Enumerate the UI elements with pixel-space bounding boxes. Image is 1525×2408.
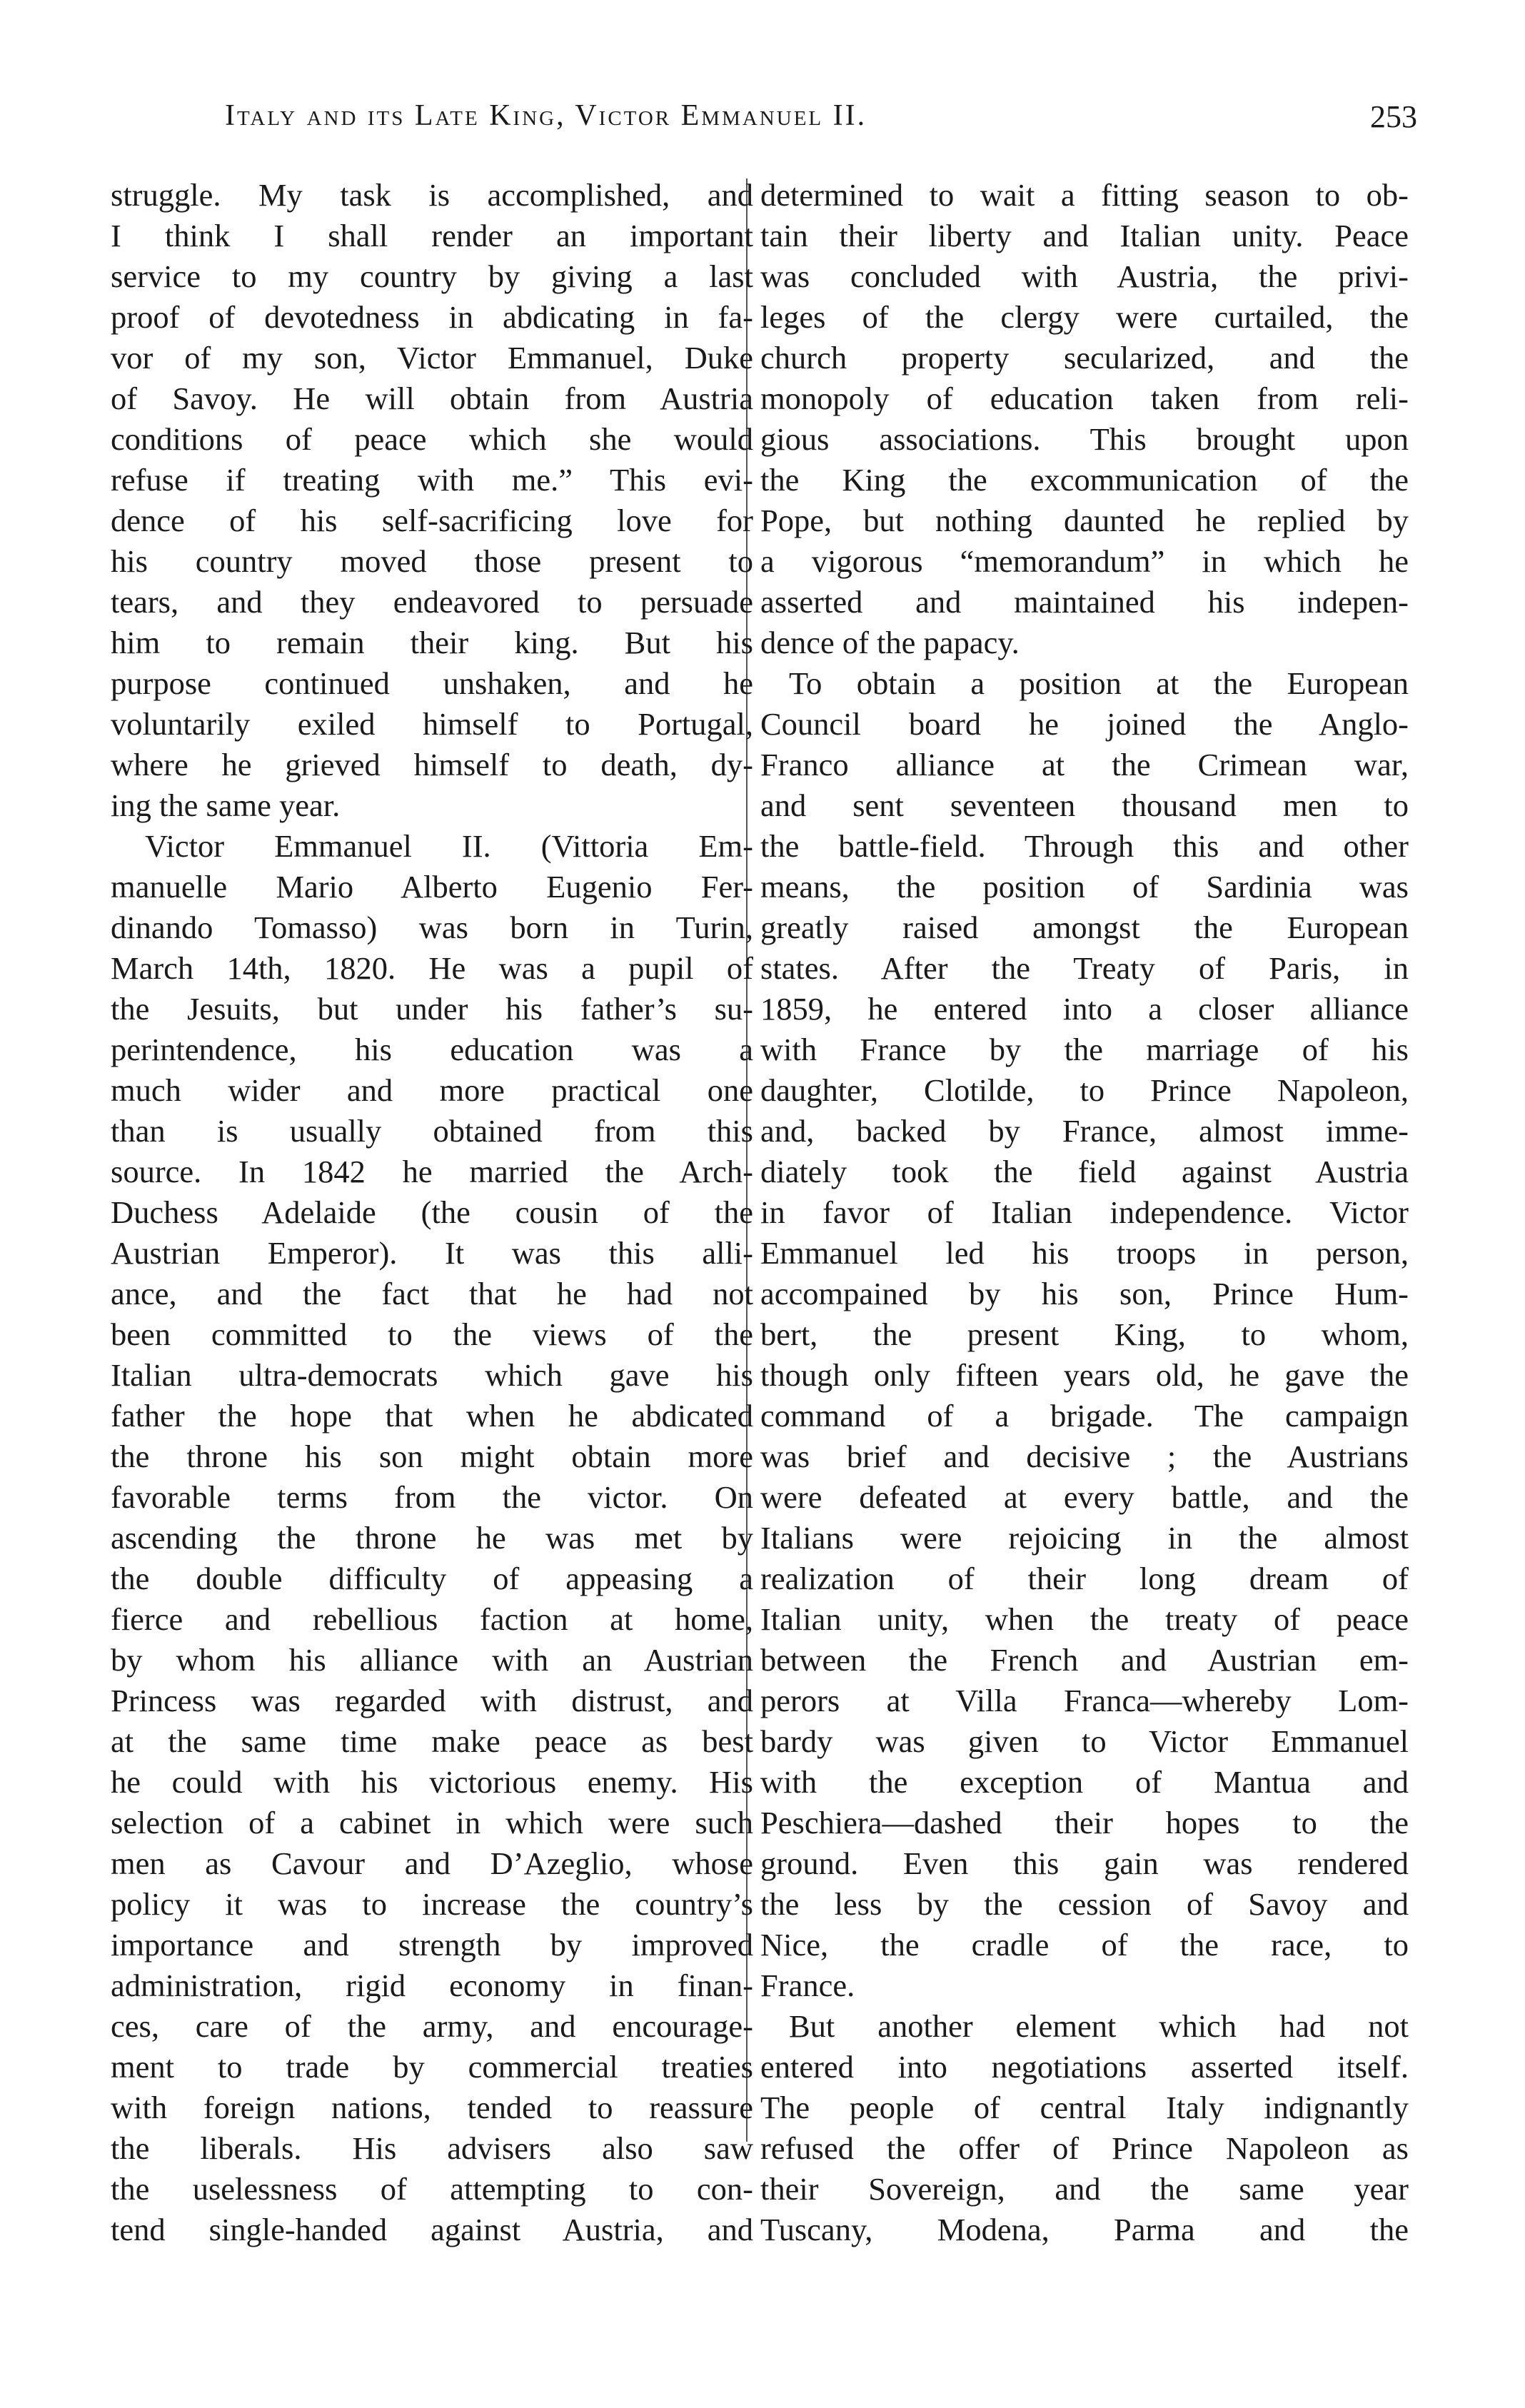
text-line: 1859, he entered into a closer alliance xyxy=(760,991,1409,1027)
text-line: father the hope that when he abdicated xyxy=(111,1398,753,1434)
text-line: his country moved those present to xyxy=(111,543,753,579)
text-line: than is usually obtained from this xyxy=(111,1113,753,1149)
text-line: France. xyxy=(760,1968,855,2003)
text-line: To obtain a position at the European xyxy=(789,665,1409,701)
text-line: diately took the field against Austria xyxy=(760,1154,1409,1189)
text-line: greatly raised amongst the European xyxy=(760,910,1409,945)
text-line: manuelle Mario Alberto Eugenio Fer- xyxy=(111,869,753,905)
text-line: refuse if treating with me.” This evi- xyxy=(111,462,753,498)
text-line: purpose continued unshaken, and he xyxy=(111,665,753,701)
text-line: with the exception of Mantua and xyxy=(760,1764,1409,1800)
text-line: with France by the marriage of his xyxy=(760,1032,1409,1067)
text-line: the less by the cession of Savoy and xyxy=(760,1886,1409,1922)
text-line: ance, and the fact that he had not xyxy=(111,1276,753,1311)
text-line: by whom his alliance with an Austrian xyxy=(111,1642,753,1678)
text-line: policy it was to increase the country’s xyxy=(111,1886,753,1922)
text-line: Tuscany, Modena, Parma and the xyxy=(760,2212,1409,2247)
text-line: the uselessness of attempting to con- xyxy=(111,2171,753,2207)
text-line: bardy was given to Victor Emmanuel xyxy=(760,1723,1409,1759)
page-header xyxy=(111,99,1417,141)
text-line: much wider and more practical one xyxy=(111,1072,753,1108)
text-line: a vigorous “memorandum” in which he xyxy=(760,543,1409,579)
text-line: was concluded with Austria, the privi- xyxy=(760,258,1409,294)
text-line: administration, rigid economy in finan- xyxy=(111,1968,753,2003)
text-line: refused the offer of Prince Napoleon as xyxy=(760,2130,1409,2166)
text-line: the throne his son might obtain more xyxy=(111,1439,753,1474)
text-line: perors at Villa Franca—whereby Lom- xyxy=(760,1683,1409,1718)
running-title: Italy and its Late King, Victor Emmanuel II. xyxy=(225,99,867,132)
text-line: vor of my son, Victor Emmanuel, Duke xyxy=(111,340,753,376)
text-line: gious associations. This brought upon xyxy=(760,421,1409,457)
text-line: accompained by his son, Prince Hum- xyxy=(760,1276,1409,1311)
text-line: command of a brigade. The campaign xyxy=(760,1398,1409,1434)
text-line: source. In 1842 he married the Arch- xyxy=(111,1154,753,1189)
text-line: Duchess Adelaide (the cousin of the xyxy=(111,1194,753,1230)
text-line: him to remain their king. But his xyxy=(111,625,753,660)
text-line: ascending the throne he was met by xyxy=(111,1520,753,1556)
text-line: selection of a cabinet in which were such xyxy=(111,1805,753,1840)
page-number: 253 xyxy=(1370,99,1417,134)
text-line: in favor of Italian independence. Victor xyxy=(760,1194,1409,1230)
text-line: bert, the present King, to whom, xyxy=(760,1316,1409,1352)
text-line: states. After the Treaty of Paris, in xyxy=(760,950,1409,986)
text-line: was brief and decisive ; the Austrians xyxy=(760,1439,1409,1474)
right-column xyxy=(760,175,1409,2250)
text-line: Austrian Emperor). It was this alli- xyxy=(111,1235,753,1271)
text-line: proof of devotedness in abdicating in fa- xyxy=(111,299,753,335)
text-line: Italian ultra-democrats which gave his xyxy=(111,1357,753,1393)
text-line: dence of his self-sacrificing love for xyxy=(111,503,753,538)
text-line: fierce and rebellious faction at home, xyxy=(111,1601,753,1637)
text-line: Italian unity, when the treaty of peace xyxy=(760,1601,1409,1637)
text-line: ment to trade by commercial treaties xyxy=(111,2049,753,2085)
text-line: determined to wait a fitting season to ob- xyxy=(760,177,1409,213)
text-line: Emmanuel led his troops in person, xyxy=(760,1235,1409,1271)
text-line: Victor Emmanuel II. (Vittoria Em- xyxy=(145,828,753,864)
text-line: favorable terms from the victor. On xyxy=(111,1479,753,1515)
text-line: voluntarily exiled himself to Portugal, xyxy=(111,706,753,742)
text-line: Princess was regarded with distrust, and xyxy=(111,1683,753,1718)
text-line: the King the excommunication of the xyxy=(760,462,1409,498)
text-line: realization of their long dream of xyxy=(760,1561,1409,1596)
text-line: the liberals. His advisers also saw xyxy=(111,2130,753,2166)
text-line: the battle-field. Through this and other xyxy=(760,828,1409,864)
text-line: perintendence, his education was a xyxy=(111,1032,753,1067)
text-line: monopoly of education taken from reli- xyxy=(760,381,1409,416)
text-line: importance and strength by improved xyxy=(111,1927,753,1963)
text-line: where he grieved himself to death, dy- xyxy=(111,747,753,782)
text-line: conditions of peace which she would xyxy=(111,421,753,457)
text-line: ces, care of the army, and encourage- xyxy=(111,2008,753,2044)
text-line: ing the same year. xyxy=(111,787,341,823)
text-line: their Sovereign, and the same year xyxy=(760,2171,1409,2207)
text-line: Peschiera—dashed their hopes to the xyxy=(760,1805,1409,1840)
text-line: daughter, Clotilde, to Prince Napoleon, xyxy=(760,1072,1409,1108)
text-line: I think I shall render an important xyxy=(111,218,753,253)
text-line: service to my country by giving a last xyxy=(111,258,753,294)
text-line: Nice, the cradle of the race, to xyxy=(760,1927,1409,1963)
text-line: the double difficulty of appeasing a xyxy=(111,1561,753,1596)
text-line: leges of the clergy were curtailed, the xyxy=(760,299,1409,335)
text-line: men as Cavour and D’Azeglio, whose xyxy=(111,1845,753,1881)
text-line: entered into negotiations asserted itself. xyxy=(760,2049,1409,2085)
text-line: The people of central Italy indignantly xyxy=(760,2090,1409,2125)
text-line: asserted and maintained his indepen- xyxy=(760,584,1409,620)
text-line: tend single-handed against Austria, and xyxy=(111,2212,753,2247)
text-line: ground. Even this gain was rendered xyxy=(760,1845,1409,1881)
text-line: tears, and they endeavored to persuade xyxy=(111,584,753,620)
text-line: dinando Tomasso) was born in Turin, xyxy=(111,910,753,945)
text-line: church property secularized, and the xyxy=(760,340,1409,376)
left-column xyxy=(111,175,753,2250)
text-line: means, the position of Sardinia was xyxy=(760,869,1409,905)
text-line: at the same time make peace as best xyxy=(111,1723,753,1759)
text-line: and, backed by France, almost imme- xyxy=(760,1113,1409,1149)
text-line: But another element which had not xyxy=(789,2008,1409,2044)
text-line: the Jesuits, but under his father’s su- xyxy=(111,991,753,1027)
text-line: of Savoy. He will obtain from Austria xyxy=(111,381,753,416)
text-line: Pope, but nothing daunted he replied by xyxy=(760,503,1409,538)
text-line: he could with his victorious enemy. His xyxy=(111,1764,753,1800)
text-line: March 14th, 1820. He was a pupil of xyxy=(111,950,753,986)
text-line: Italians were rejoicing in the almost xyxy=(760,1520,1409,1556)
text-line: tain their liberty and Italian unity. Peace xyxy=(760,218,1409,253)
text-line: were defeated at every battle, and the xyxy=(760,1479,1409,1515)
text-line: dence of the papacy. xyxy=(760,625,1020,660)
text-line: Franco alliance at the Crimean war, xyxy=(760,747,1409,782)
text-line: Council board he joined the Anglo- xyxy=(760,706,1409,742)
text-line: between the French and Austrian em- xyxy=(760,1642,1409,1678)
text-line: been committed to the views of the xyxy=(111,1316,753,1352)
text-line: and sent seventeen thousand men to xyxy=(760,787,1409,823)
text-line: struggle. My task is accomplished, and xyxy=(111,177,753,213)
text-line: with foreign nations, tended to reassure xyxy=(111,2090,753,2125)
text-line: though only fifteen years old, he gave the xyxy=(760,1357,1409,1393)
